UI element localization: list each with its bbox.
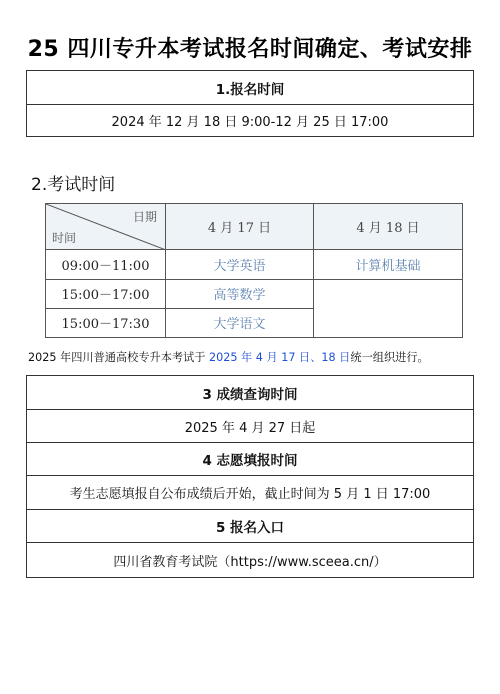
subject-cell: 高等数学 — [166, 279, 314, 308]
column-header-apr17: 4 月 17 日 — [166, 204, 314, 250]
subject-cell: 计算机基础 — [314, 250, 463, 279]
section4-value: 考生志愿填报自公布成绩后开始，截止时间为 5 月 1 日 17:00 — [27, 476, 473, 510]
section4-heading: 4 志愿填报时间 — [27, 443, 473, 476]
exam-schedule-table — [45, 203, 463, 338]
time-cell: 09:00－11:00 — [46, 250, 166, 279]
subject-cell: 大学英语 — [166, 250, 314, 279]
section1-heading: 1.报名时间 — [27, 71, 473, 105]
time-cell: 15:00－17:30 — [46, 308, 166, 337]
section3-value: 2025 年 4 月 27 日起 — [27, 410, 473, 443]
table-row — [46, 250, 463, 279]
subject-cell: 大学语文 — [166, 308, 314, 337]
note-highlight: 2025 年 4 月 17 日、18 日 — [209, 351, 351, 364]
note-text: 2025 年四川普通高校专升本考试于 — [28, 351, 210, 364]
table-corner-cell — [46, 204, 166, 250]
section3-heading: 3 成绩查询时间 — [27, 376, 473, 410]
time-cell: 15:00－17:00 — [46, 279, 166, 308]
registration-box — [26, 70, 474, 137]
corner-date-label: 日期 — [132, 210, 157, 224]
section2-heading: 2.考试时间 — [31, 175, 116, 195]
exam-note — [28, 349, 488, 365]
empty-cell — [314, 279, 463, 337]
corner-time-label: 时间 — [52, 231, 77, 246]
section5-heading: 5 报名入口 — [27, 510, 473, 543]
info-box — [26, 375, 474, 578]
page-title: 25 四川专升本考试报名时间确定、考试安排 — [27, 37, 473, 62]
table-row — [46, 279, 463, 308]
column-header-apr18: 4 月 18 日 — [314, 204, 463, 250]
note-text-end: 统一组织进行。 — [350, 351, 429, 364]
section5-value: 四川省教育考试院（https://www.sceea.cn/） — [113, 554, 387, 570]
section1-value: 2024 年 12 月 18 日 9:00-12 月 25 日 17:00 — [111, 115, 389, 130]
